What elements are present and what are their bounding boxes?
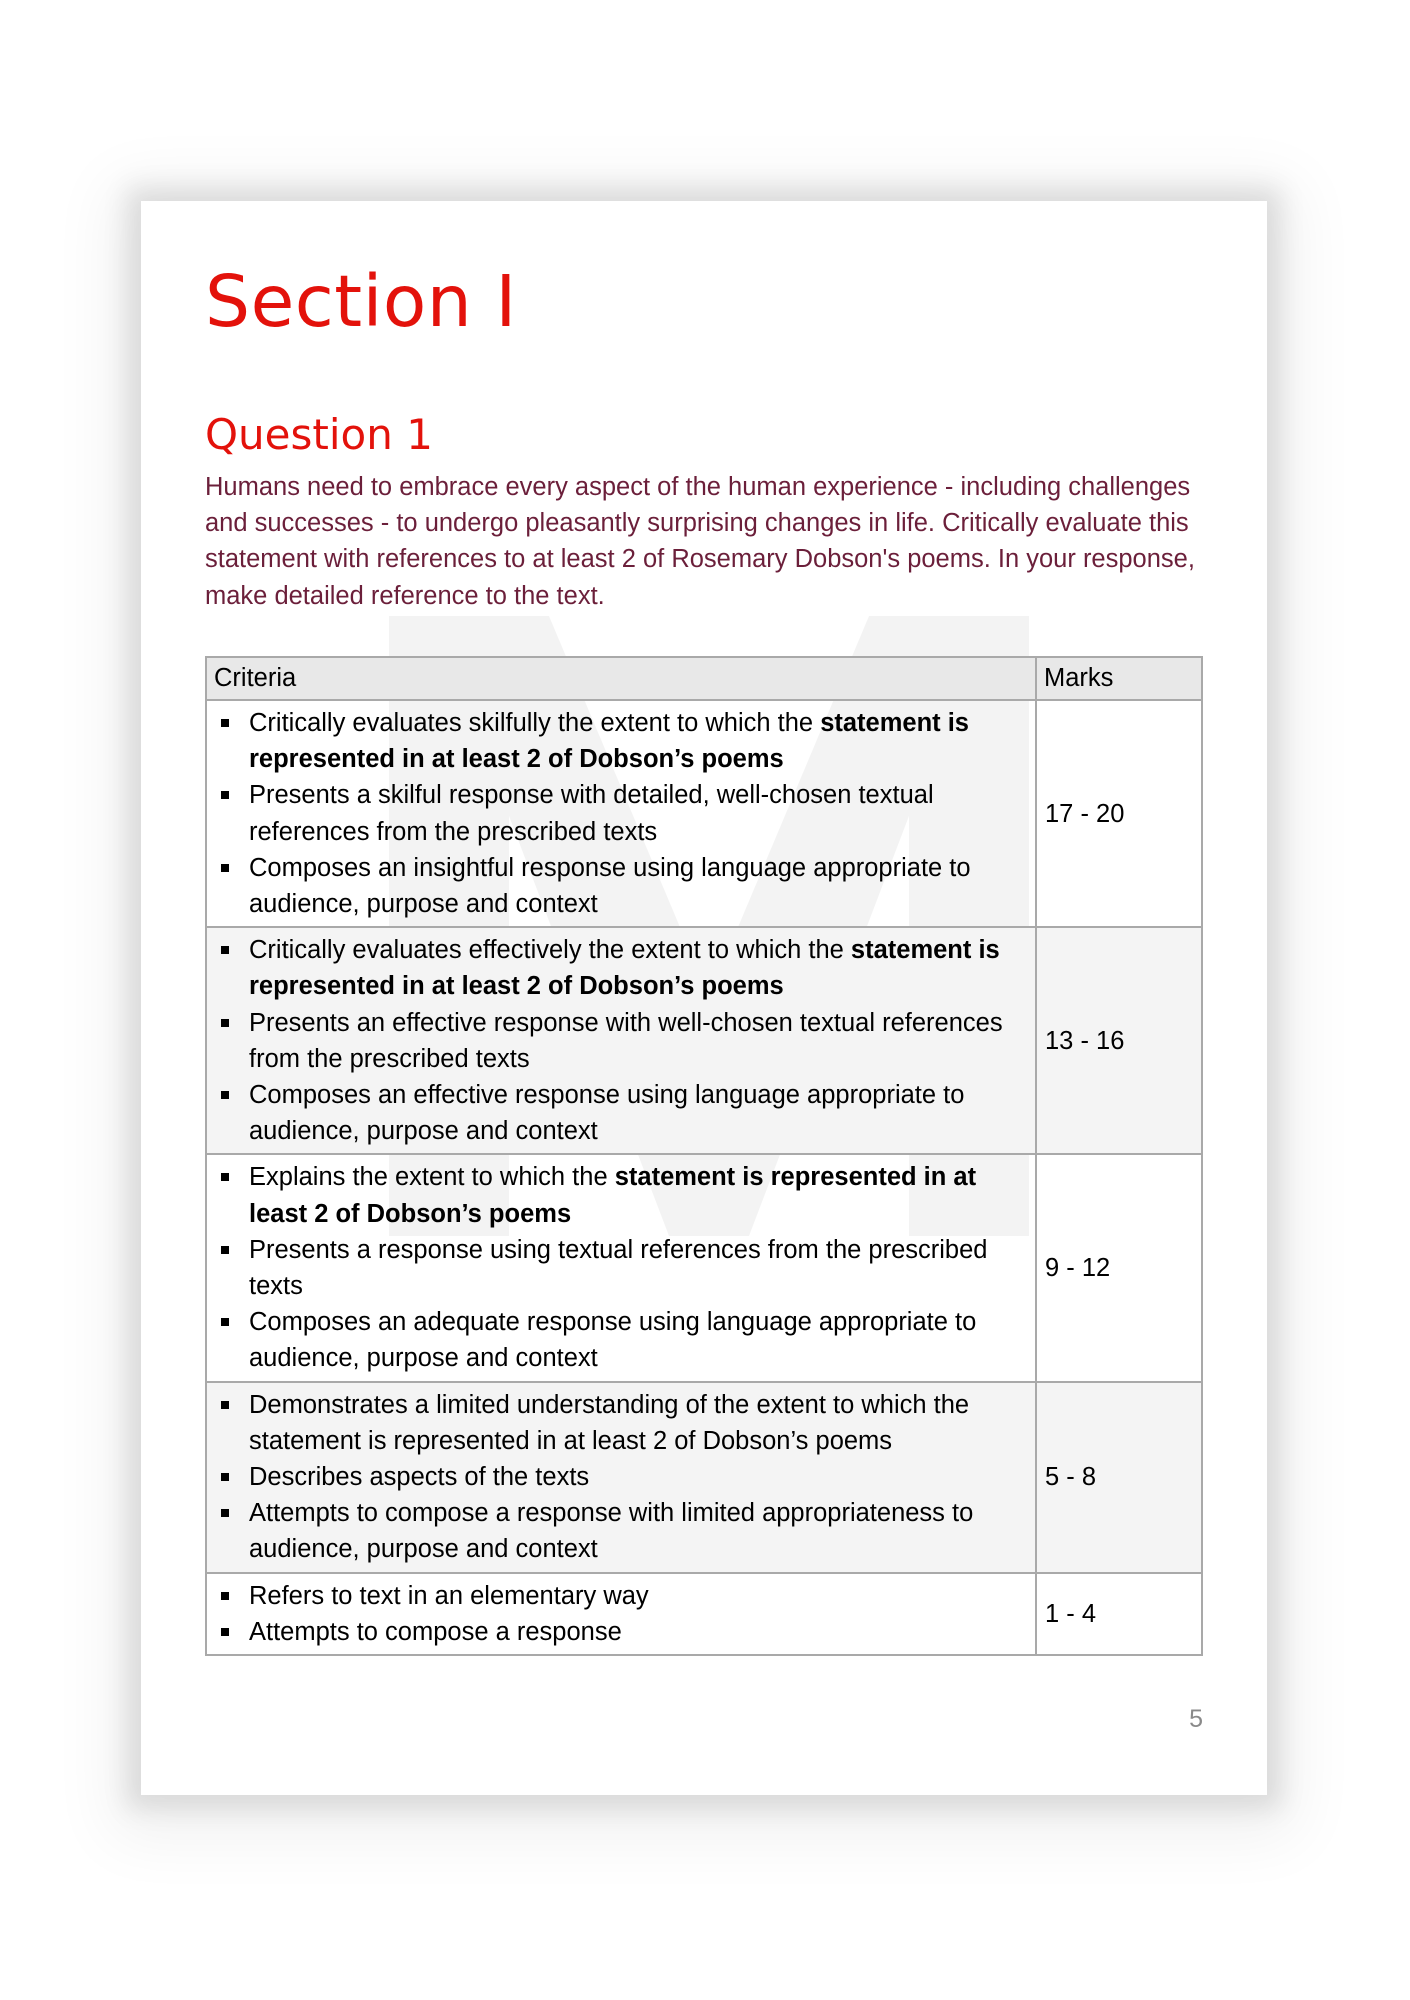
marks-column-header: Marks [1036, 657, 1202, 700]
criteria-cell [206, 1573, 1036, 1655]
marks-cell: 17 - 20 [1036, 700, 1202, 927]
criteria-list [213, 705, 1027, 922]
criteria-cell [206, 700, 1036, 927]
criteria-column-header: Criteria [206, 657, 1036, 700]
document-page [141, 201, 1267, 1795]
criteria-cell [206, 927, 1036, 1154]
criteria-item: Refers to text in an elementary way [213, 1578, 1027, 1614]
table-header-row [206, 657, 1202, 700]
question-text: Humans need to embrace every aspect of the human experience - including challenges and successes - to undergo pleasantly surprising changes in life. Critically evaluate this statement with references to at least 2 of Rosemary Dobson's poems. In your response, make detailed reference to the text. [205, 473, 1195, 610]
marking-criteria-table [205, 656, 1203, 1656]
criteria-item: Presents a response using textual references from the prescribed texts [213, 1232, 1027, 1304]
table-row [206, 1382, 1202, 1573]
marks-cell: 1 - 4 [1036, 1573, 1202, 1655]
criteria-item: Explains the extent to which the statement is represented in at least 2 of Dobson’s poems [213, 1159, 1027, 1231]
marks-cell: 13 - 16 [1036, 927, 1202, 1154]
table-row [206, 927, 1202, 1154]
criteria-cell [206, 1382, 1036, 1573]
section-title: Section I [205, 260, 517, 343]
page-number: 5 [1189, 1705, 1203, 1733]
criteria-item: Attempts to compose a response [213, 1614, 1027, 1650]
marks-cell: 5 - 8 [1036, 1382, 1202, 1573]
marks-cell: 9 - 12 [1036, 1154, 1202, 1381]
table-row [206, 1154, 1202, 1381]
criteria-item: Critically evaluates skilfully the extent to which the statement is represented in at least 2 of Dobson’s poems [213, 705, 1027, 777]
criteria-item: Demonstrates a limited understanding of the extent to which the statement is represented in at least 2 of Dobson’s poems [213, 1387, 1027, 1459]
table-row [206, 1573, 1202, 1655]
criteria-cell [206, 1154, 1036, 1381]
criteria-list [213, 1159, 1027, 1376]
table-row [206, 700, 1202, 927]
criteria-list [213, 932, 1027, 1149]
criteria-item: Presents a skilful response with detailed, well-chosen textual references from the prescribed texts [213, 777, 1027, 849]
criteria-item: Composes an adequate response using language appropriate to audience, purpose and context [213, 1304, 1027, 1376]
criteria-item: Critically evaluates effectively the extent to which the statement is represented in at least 2 of Dobson’s poems [213, 932, 1027, 1004]
criteria-item: Composes an insightful response using language appropriate to audience, purpose and context [213, 850, 1027, 922]
criteria-list [213, 1578, 1027, 1650]
criteria-list [213, 1387, 1027, 1568]
criteria-item: Composes an effective response using language appropriate to audience, purpose and context [213, 1077, 1027, 1149]
criteria-item: Attempts to compose a response with limited appropriateness to audience, purpose and context [213, 1495, 1027, 1567]
criteria-item: Presents an effective response with well-chosen textual references from the prescribed texts [213, 1005, 1027, 1077]
question-title: Question 1 [205, 410, 433, 459]
criteria-item: Describes aspects of the texts [213, 1459, 1027, 1495]
